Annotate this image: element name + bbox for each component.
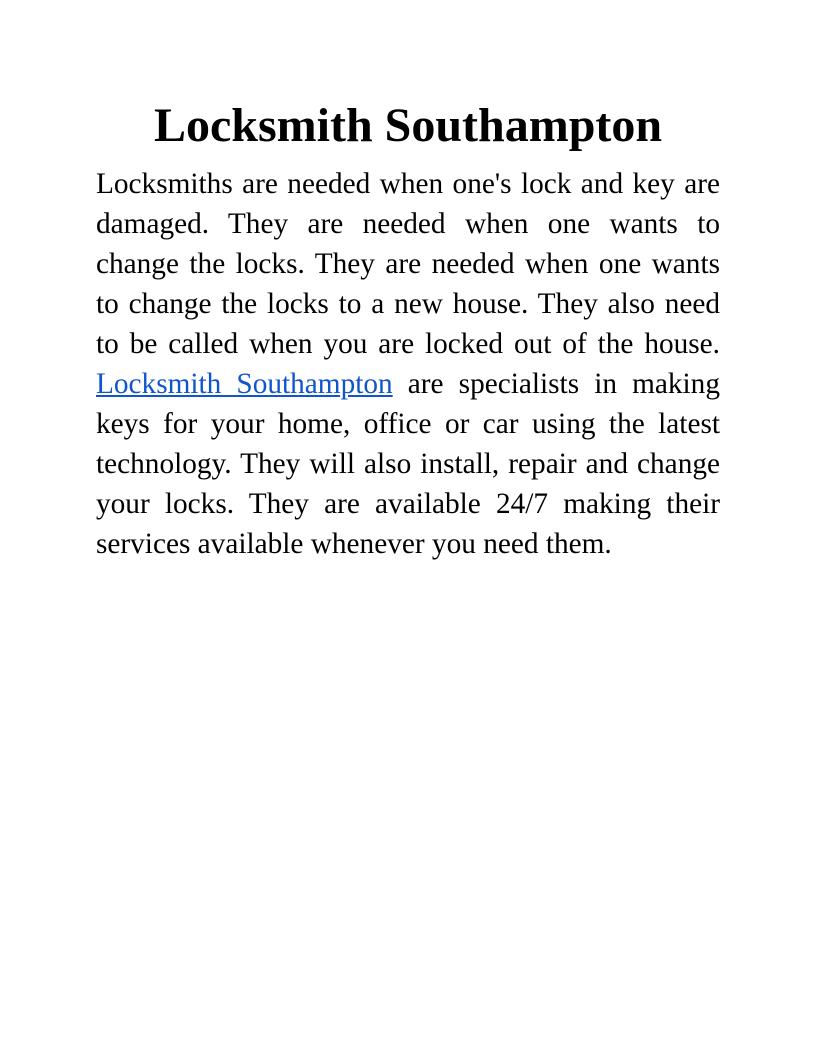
paragraph-text-before-link: Locksmiths are needed when one's lock and key are damaged. They are needed when one wants to change the locks. They are needed when one wants to change the locks to a new house. They also need to be called when you are locked out of the house. <box>96 168 720 360</box>
body-paragraph <box>96 164 720 564</box>
paragraph-text-after-link: are specialists in making keys for your home, office or car using the latest technology. They will also install, repair and change your locks. They are available 24/7 making their services available whenever you need them. <box>96 368 720 560</box>
page-title: Locksmith Southampton <box>153 99 663 152</box>
locksmith-southampton-link[interactable]: Locksmith Southampton <box>96 368 393 400</box>
